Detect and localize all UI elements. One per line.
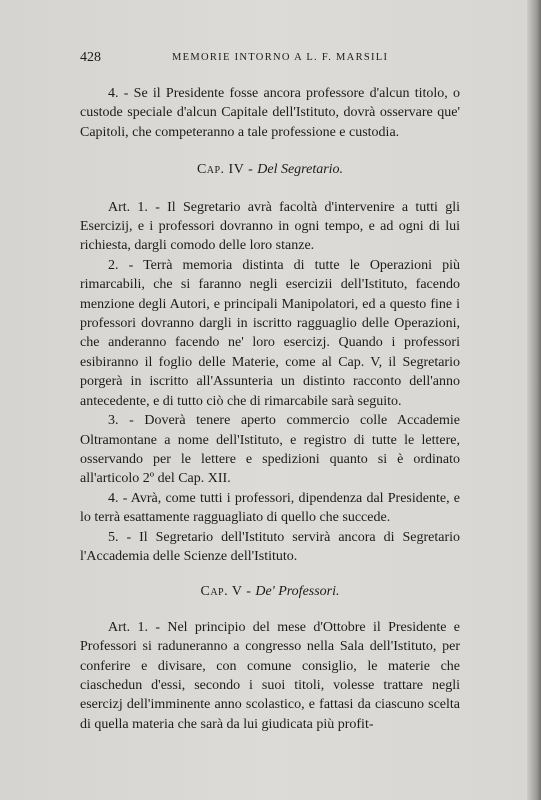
page-number: 428 (80, 50, 101, 65)
chapter-label: Cap. IV - (196, 162, 258, 178)
body-text (80, 84, 460, 734)
chapter-title: De' Professori. (255, 584, 340, 600)
paragraph-segretario-4: 4. - Avrà, come tutti i professori, dipendenza dal Presidente, e lo terrà esattamente ragguagliato di quello che succede. (80, 490, 460, 526)
paragraph-segretario-2: 2. - Terrà memoria distinta di tutte le Operazioni più rimarcabili, che si faranno negli esercizii dell'Istituto, facendo menzione degli Autori, e principali Manipolatori, ed a questo fine i professori dovranno dargli in iscritto ragguaglio delle Operazioni, che anderanno facendo ne' loro esercizj. Quando i professori esibiranno il foglio delle Materie, come al Cap. V, il Segretario porgerà in iscritto all'Assunteria un distinto racconto dell'anno antecedente, e di tutto ciò che di rimarcabile sarà seguito. (80, 257, 460, 409)
chapter-heading-v (80, 582, 460, 601)
page-edge-shadow (527, 0, 541, 800)
paragraph-professori-1: Art. 1. - Nel principio del mese d'Ottobre il Presidente e Professori si raduneranno a congresso nella Sala dell'Istituto, per conferire e divisare, con comune consiglio, le materie che ciaschedun d'essi, secondo i suoi titoli, volesse trattare negli esercizj dell'imminente anno scolastico, e fattasi da ciascuno scelta di quella materia che sarà da lui giudicata più profit- (80, 619, 460, 732)
running-head: MEMORIE INTORNO A L. F. MARSILI (172, 52, 389, 63)
chapter-label: Cap. V - (200, 584, 256, 600)
paragraph-presidente-4: 4. - Se il Presidente fosse ancora professore d'alcun titolo, o custode speciale d'alcun Capitale dell'Istituto, dovrà osservare que' Capitoli, che competeranno a tale professione e custodia. (80, 86, 460, 140)
paragraph-segretario-3: 3. - Doverà tenere aperto commercio colle Accademie Oltramontane a nome dell'Istituto, e registro di tutte le lettere, osservando per le lettere e spedizioni quanto si è ordinato all'articolo 2º del Cap. XII. (80, 413, 460, 487)
chapter-title: Del Segretario. (257, 162, 344, 178)
paragraph-segretario-1: Art. 1. - Il Segretario avrà facoltà d'intervenire a tutti gli Esercizij, e i professori dovranno in ogni tempo, e ad ogni di lui richiesta, dargli comodo delle loro stanze. (80, 199, 460, 254)
paragraph-segretario-5: 5. - Il Segretario dell'Istituto servirà ancora di Segretario l'Accademia delle Scienze dell'Istituto. (80, 529, 460, 564)
chapter-heading-iv (80, 160, 460, 179)
page-header (80, 50, 480, 68)
